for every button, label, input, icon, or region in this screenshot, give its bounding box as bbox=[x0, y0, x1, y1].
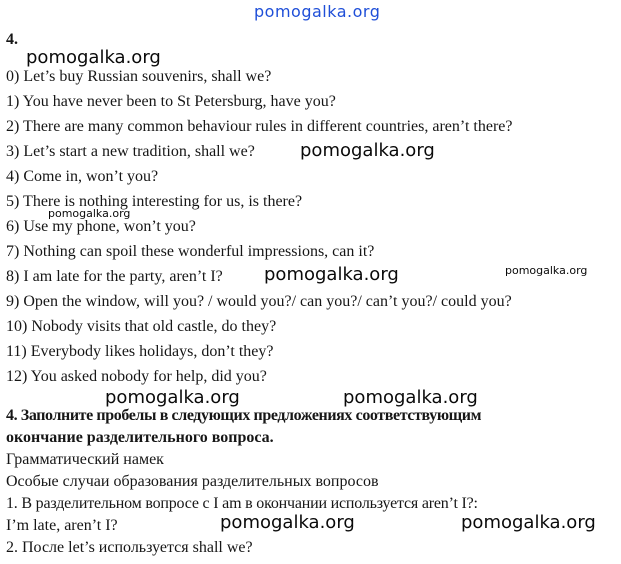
watermark: pomogalka.org bbox=[300, 140, 435, 161]
rule-2: 2. После let’s используется shall we? bbox=[6, 539, 253, 556]
task-title-line1: 4. Заполните пробелы в следующих предложениях соответствующим bbox=[6, 407, 482, 424]
watermark: pomogalka.org bbox=[48, 207, 131, 220]
rule-1: 1. В разделительном вопросе с I am в окончании используется aren’t I?: bbox=[6, 495, 478, 512]
watermark: pomogalka.org bbox=[105, 387, 240, 408]
answer-line-10: 10) Nobody visits that old castle, do they? bbox=[6, 318, 277, 335]
answer-line-0: 0) Let’s buy Russian souvenirs, shall we? bbox=[6, 68, 272, 85]
answer-line-5: 5) There is nothing interesting for us, is there? bbox=[6, 193, 303, 210]
hint-heading: Грамматический намек bbox=[6, 451, 164, 468]
answer-line-1: 1) You have never been to St Petersburg, have you? bbox=[6, 93, 336, 110]
hint-subheading: Особые случаи образования разделительных вопросов bbox=[6, 473, 379, 490]
task-title-line2: окончание разделительного вопроса. bbox=[6, 429, 274, 446]
answer-line-11: 11) Everybody likes holidays, don’t they? bbox=[6, 343, 274, 360]
answer-line-4: 4) Come in, won’t you? bbox=[6, 168, 159, 185]
watermark: pomogalka.org bbox=[461, 512, 596, 533]
section-number: 4. bbox=[6, 31, 18, 48]
answer-line-3: 3) Let’s start a new tradition, shall we? bbox=[6, 143, 255, 160]
watermark: pomogalka.org bbox=[264, 264, 399, 285]
answer-line-2: 2) There are many common behaviour rules in different countries, aren’t there? bbox=[6, 118, 513, 135]
answer-line-9: 9) Open the window, will you? / would you?/ can you?/ can’t you?/ could you? bbox=[6, 293, 512, 310]
watermark: pomogalka.org bbox=[505, 264, 588, 277]
answer-line-12: 12) You asked nobody for help, did you? bbox=[6, 368, 267, 385]
watermark: pomogalka.org bbox=[220, 512, 355, 533]
rule-1-example: I’m late, aren’t I? bbox=[6, 517, 118, 534]
watermark-top: pomogalka.org bbox=[254, 2, 381, 21]
watermark: pomogalka.org bbox=[343, 387, 478, 408]
answer-line-8: 8) I am late for the party, aren’t I? bbox=[6, 268, 223, 285]
answer-line-7: 7) Nothing can spoil these wonderful impressions, can it? bbox=[6, 243, 375, 260]
watermark: pomogalka.org bbox=[26, 47, 161, 68]
answer-line-6: 6) Use my phone, won’t you? bbox=[6, 218, 196, 235]
